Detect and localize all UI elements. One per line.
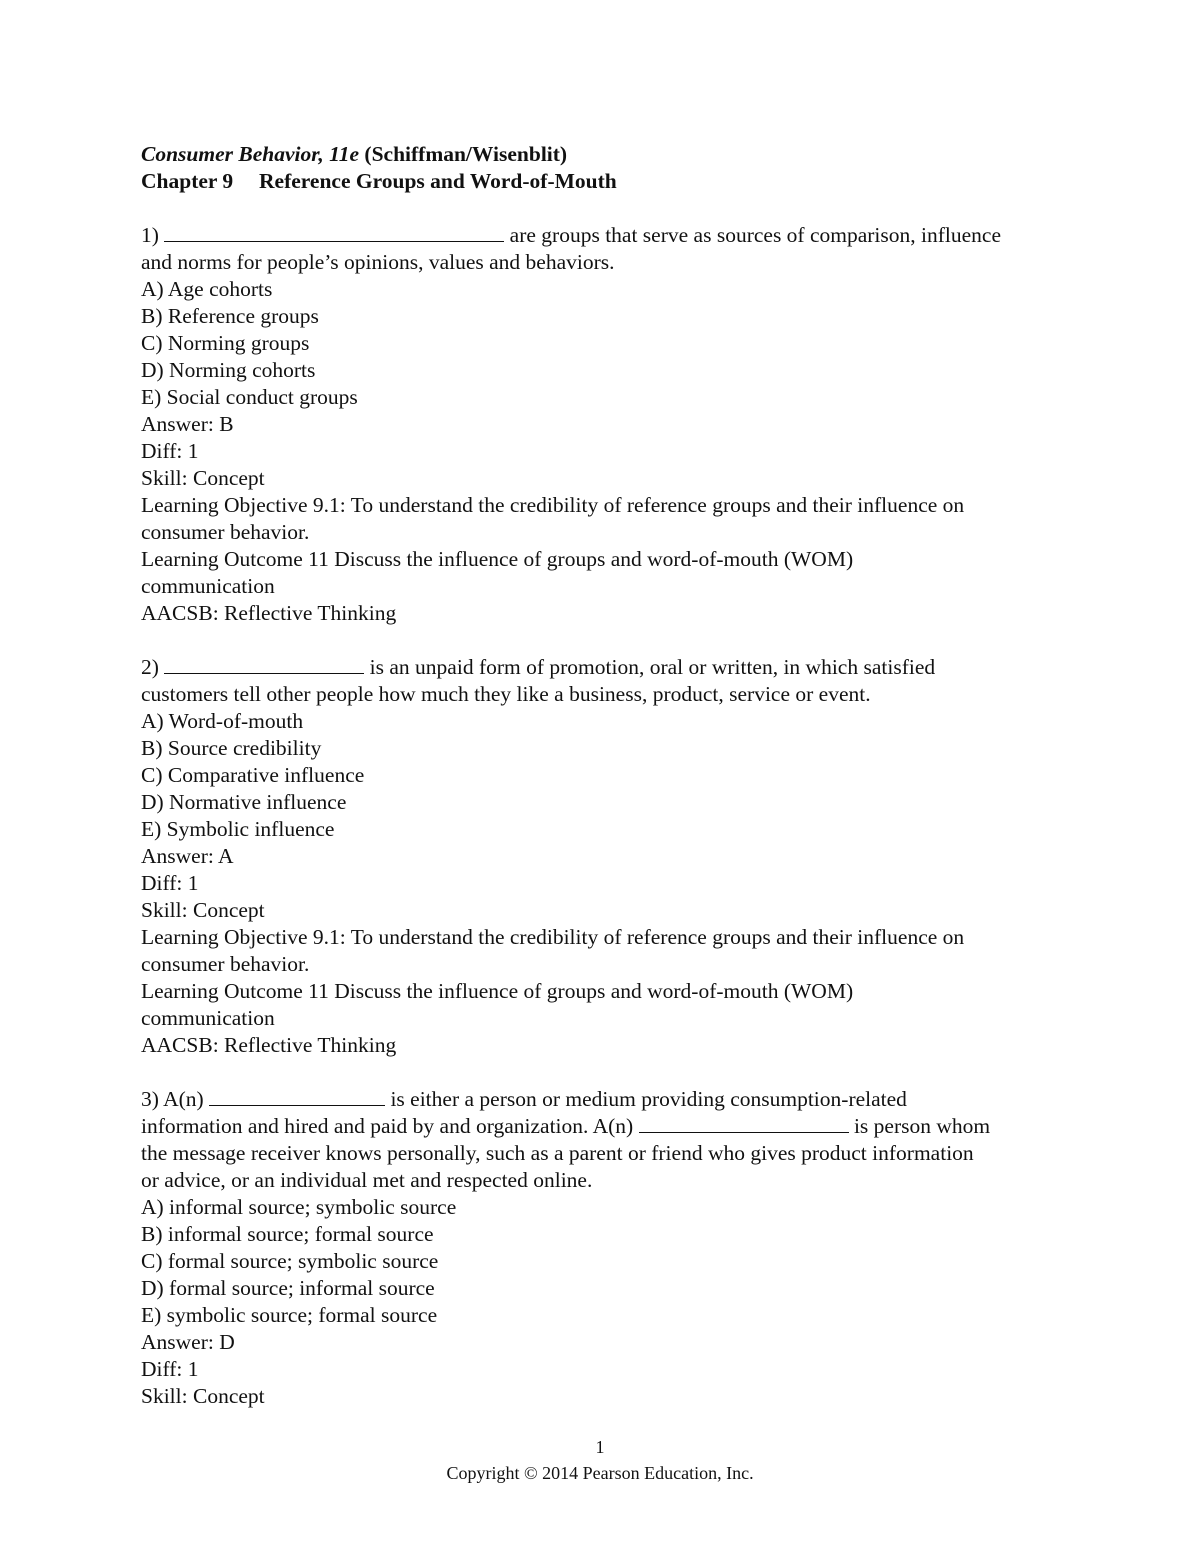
skill: Skill: Concept — [141, 466, 265, 490]
learning-objective: Learning Objective 9.1: To understand the credibility of reference groups and their influence on — [141, 925, 965, 949]
choice-d: D) Normative influence — [141, 790, 347, 814]
book-header — [141, 141, 1081, 168]
question-1 — [141, 222, 1081, 627]
stem-text: and norms for people’s opinions, values and behaviors. — [141, 250, 615, 274]
question-stem — [141, 654, 1081, 681]
stem-text: the message receiver knows personally, such as a parent or friend who gives product information — [141, 1141, 974, 1165]
learning-objective-cont: consumer behavior. — [141, 952, 310, 976]
fill-in-blank — [639, 1113, 849, 1133]
question-number: 3) A(n) — [141, 1087, 204, 1111]
stem-text: are groups that serve as sources of comparison, influence — [509, 223, 1002, 247]
question-2 — [141, 654, 1081, 1059]
chapter-header — [141, 168, 1081, 195]
aacsb: AACSB: Reflective Thinking — [141, 1033, 397, 1057]
skill: Skill: Concept — [141, 1384, 265, 1408]
question-number: 1) — [141, 223, 159, 247]
difficulty: Diff: 1 — [141, 439, 199, 463]
choice-d: D) formal source; informal source — [141, 1276, 435, 1300]
stem-text: customers tell other people how much they like a business, product, service or event. — [141, 682, 871, 706]
answer: Answer: A — [141, 844, 234, 868]
learning-outcome-cont: communication — [141, 574, 275, 598]
answer: Answer: D — [141, 1330, 235, 1354]
choice-e: E) Social conduct groups — [141, 385, 358, 409]
aacsb: AACSB: Reflective Thinking — [141, 601, 397, 625]
learning-outcome: Learning Outcome 11 Discuss the influence of groups and word-of-mouth (WOM) — [141, 547, 854, 571]
chapter-title: Reference Groups and Word-of-Mouth — [259, 169, 617, 193]
learning-outcome: Learning Outcome 11 Discuss the influence of groups and word-of-mouth (WOM) — [141, 979, 854, 1003]
choice-e: E) Symbolic influence — [141, 817, 335, 841]
book-authors: (Schiffman/Wisenblit) — [364, 142, 568, 166]
choice-c: C) Comparative influence — [141, 763, 365, 787]
fill-in-blank — [164, 654, 364, 674]
fill-in-blank — [209, 1086, 385, 1106]
choice-a: A) informal source; symbolic source — [141, 1195, 457, 1219]
stem-text — [141, 1113, 1081, 1140]
answer: Answer: B — [141, 412, 234, 436]
choice-b: B) Reference groups — [141, 304, 319, 328]
question-number: 2) — [141, 655, 159, 679]
learning-outcome-cont: communication — [141, 1006, 275, 1030]
difficulty: Diff: 1 — [141, 871, 199, 895]
book-title: Consumer Behavior, 11e — [141, 142, 360, 166]
question-stem — [141, 1086, 1081, 1113]
choice-c: C) Norming groups — [141, 331, 310, 355]
question-stem — [141, 222, 1081, 249]
skill: Skill: Concept — [141, 898, 265, 922]
fill-in-blank — [164, 222, 504, 242]
choice-d: D) Norming cohorts — [141, 358, 316, 382]
question-3 — [141, 1086, 1081, 1410]
stem-text-segment: information and hired and paid by and organization. A(n) — [141, 1114, 634, 1138]
choice-a: A) Word-of-mouth — [141, 709, 304, 733]
copyright-notice: Copyright © 2014 Pearson Education, Inc. — [446, 1463, 754, 1483]
choice-c: C) formal source; symbolic source — [141, 1249, 439, 1273]
learning-objective: Learning Objective 9.1: To understand the credibility of reference groups and their influence on — [141, 493, 965, 517]
stem-text: or advice, or an individual met and respected online. — [141, 1168, 593, 1192]
choice-b: B) Source credibility — [141, 736, 322, 760]
page-number: 1 — [595, 1437, 605, 1457]
choice-a: A) Age cohorts — [141, 277, 273, 301]
stem-text: is an unpaid form of promotion, oral or written, in which satisfied — [369, 655, 936, 679]
stem-text: is either a person or medium providing consumption-related — [390, 1087, 907, 1111]
difficulty: Diff: 1 — [141, 1357, 199, 1381]
choice-b: B) informal source; formal source — [141, 1222, 434, 1246]
stem-text-segment: is person whom — [853, 1114, 991, 1138]
choice-e: E) symbolic source; formal source — [141, 1303, 438, 1327]
learning-objective-cont: consumer behavior. — [141, 520, 310, 544]
document-body — [141, 141, 1081, 1410]
chapter-label: Chapter 9 — [141, 169, 234, 193]
